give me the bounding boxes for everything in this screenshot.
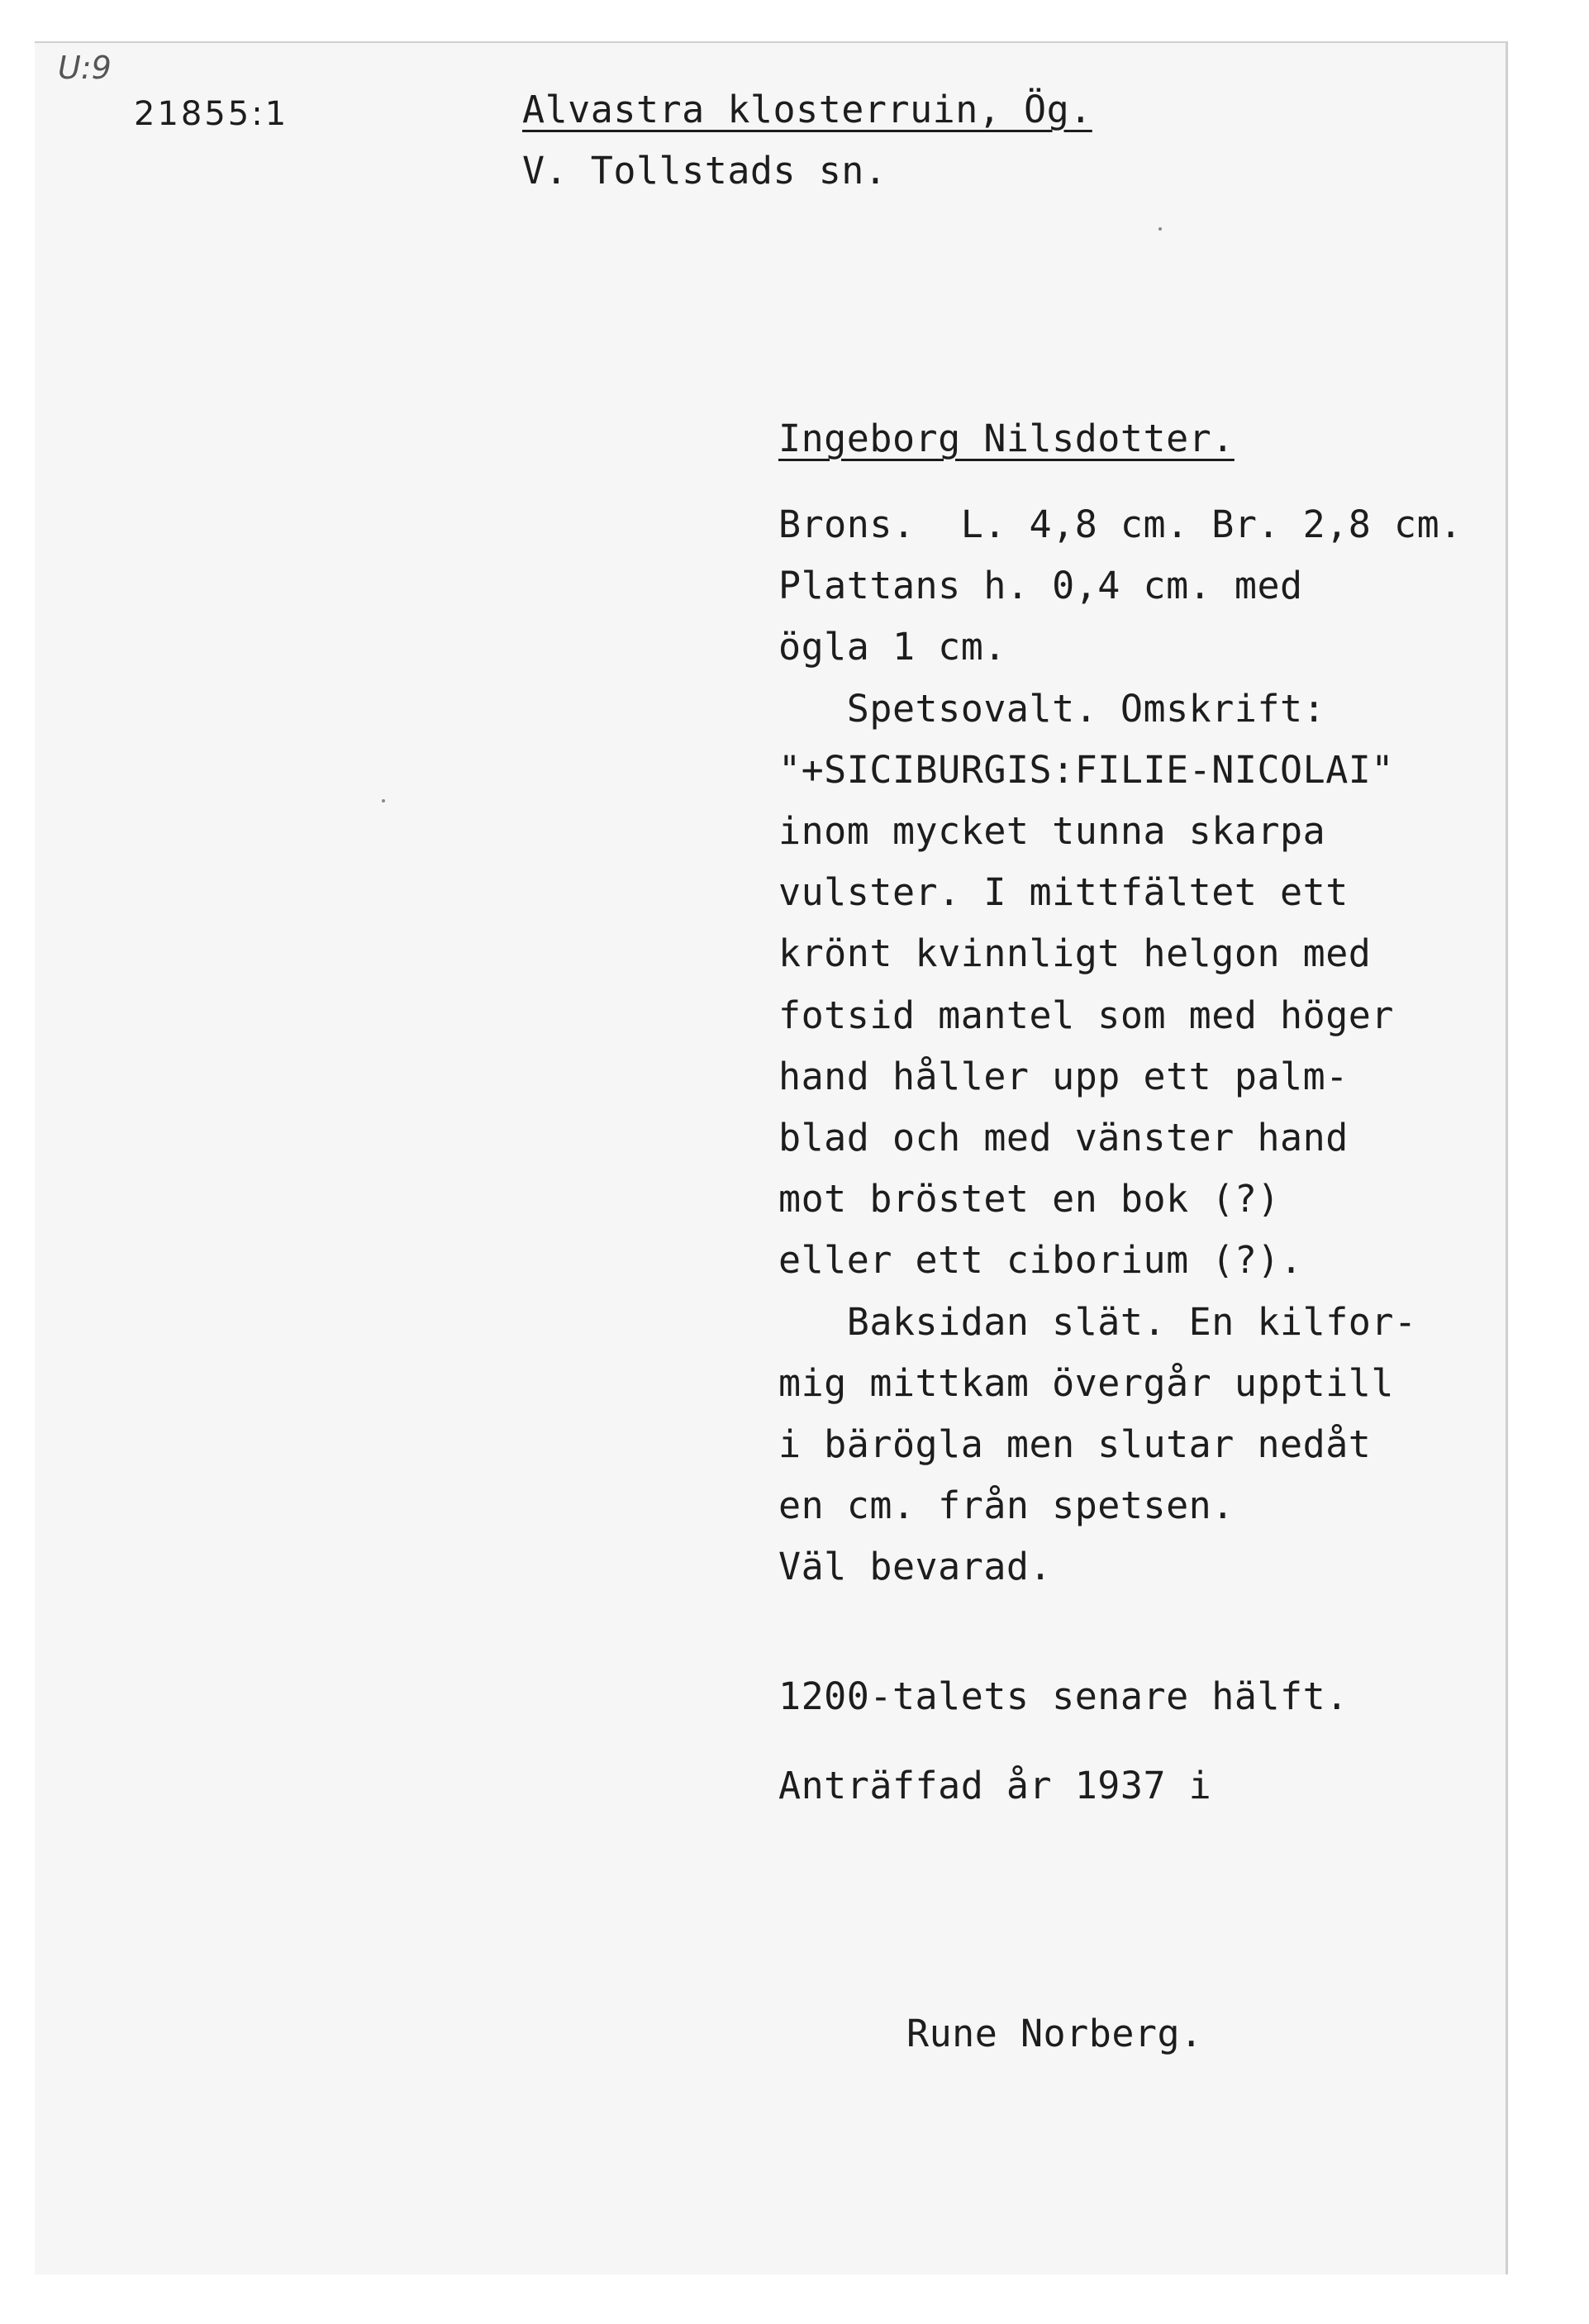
parish-line: V. Tollstads sn. <box>522 149 887 193</box>
description-line: Plattans h. 0,4 cm. med <box>778 564 1303 607</box>
paper-speck <box>382 799 385 802</box>
handwritten-code: U:9 <box>58 50 112 86</box>
description-line: krönt kvinnligt helgon med <box>778 931 1372 975</box>
description-line: Brons. L. 4,8 cm. Br. 2,8 cm. <box>778 502 1463 546</box>
description-line: Väl bevarad. <box>778 1545 1053 1588</box>
description-line: eller ett ciborium (?). <box>778 1238 1303 1282</box>
description-line: Spetsovalt. Omskrift: <box>778 687 1326 731</box>
description-line: inom mycket tunna skarpa <box>778 809 1326 853</box>
description-line: ögla 1 cm. <box>778 625 1006 669</box>
dating-line: 1200-talets senare hälft. <box>778 1674 1349 1718</box>
description-line: hand håller upp ett palm- <box>778 1055 1349 1098</box>
site-heading: Alvastra klosterruin, Ög. <box>522 88 1092 131</box>
seal-title: Ingeborg Nilsdotter. <box>778 417 1235 460</box>
found-line: Anträffad år 1937 i <box>778 1764 1212 1807</box>
author-signature: Rune Norberg. <box>906 2012 1203 2055</box>
description-line: blad och med vänster hand <box>778 1116 1349 1160</box>
description-line: i bärögla men slutar nedåt <box>778 1422 1372 1466</box>
accession-number: 21855:1 <box>134 95 289 133</box>
paper-speck <box>1158 227 1162 231</box>
description-line: mig mittkam övergår upptill <box>778 1361 1394 1405</box>
description-line: Baksidan slät. En kilfor- <box>778 1300 1417 1344</box>
description-line: "+SICIBURGIS:FILIE-NICOLAI" <box>778 748 1394 792</box>
description-line: vulster. I mittfältet ett <box>778 870 1349 914</box>
description-line: en cm. från spetsen. <box>778 1483 1235 1527</box>
description-line: fotsid mantel som med höger <box>778 993 1394 1037</box>
description-line: mot bröstet en bok (?) <box>778 1177 1281 1221</box>
